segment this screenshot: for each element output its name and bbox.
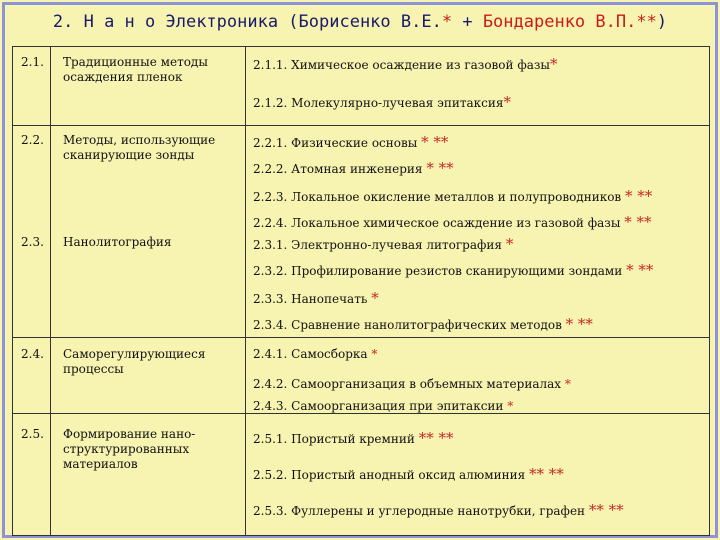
title-plus: + [452, 12, 483, 32]
item-stars: * ** [421, 133, 449, 151]
column-divider [245, 47, 246, 535]
topics-table [12, 46, 710, 536]
item-stars: * [505, 235, 514, 253]
item-text: 2.5.1. Пористый кремний [253, 432, 415, 446]
item-text: 2.1.2. Молекулярно-лучевая эпитаксия [253, 96, 504, 110]
item-text: 2.2.4. Локальное химическое осаждение из газовой фазы [253, 216, 621, 230]
column-divider [50, 47, 51, 535]
page-title [0, 12, 720, 32]
item-stars: * ** [625, 187, 653, 205]
item-stars: * ** [626, 261, 654, 279]
row-number: 2.1. [21, 55, 44, 69]
list-item [253, 467, 564, 483]
list-item [253, 189, 652, 205]
row-divider [13, 337, 709, 338]
title-star1: * [441, 12, 453, 32]
item-stars: * ** [426, 159, 454, 177]
list-item [253, 263, 653, 279]
row-label: Методы, использующие сканирующие зонды [63, 133, 216, 162]
item-stars: * [507, 399, 514, 413]
list-item [253, 317, 593, 333]
title-star2: ** [636, 12, 657, 32]
row-divider [13, 125, 709, 126]
row-label: Саморегулирующиеся процессы [63, 347, 206, 376]
item-text: 2.2.1. Физические основы [253, 136, 418, 150]
row-label: Нанолитография [63, 235, 172, 249]
row-label: Традиционные методы осаждения пленок [63, 55, 208, 84]
row-number: 2.2. [21, 133, 44, 147]
item-text: 2.3.4. Сравнение нанолитографических методов [253, 318, 562, 332]
list-item [253, 95, 511, 111]
title-prefix: 2. Н а н о Электроника (Борисенко В.Е. [52, 12, 442, 32]
title-suffix: ) [656, 12, 668, 32]
item-text: 2.3.3. Нанопечать [253, 292, 368, 306]
list-item [253, 215, 652, 231]
item-text: 2.4.3. Самоорганизация при эпитаксии [253, 399, 504, 413]
item-stars: * [371, 347, 378, 361]
list-item [253, 161, 454, 177]
item-text: 2.2.3. Локальное окисление металлов и полупроводников [253, 190, 622, 204]
item-stars: * [564, 377, 571, 391]
list-item [253, 377, 571, 392]
item-text: 2.2.2. Атомная инженерия [253, 162, 423, 176]
item-stars: * [503, 93, 511, 111]
item-text: 2.3.2. Профилирование резистов сканирующими зондами [253, 264, 623, 278]
row-number: 2.5. [21, 427, 44, 441]
row-label: Формирование нано-структурированных материалов [63, 427, 196, 471]
item-stars: * ** [624, 213, 652, 231]
item-stars: ** ** [588, 501, 624, 519]
list-item [253, 291, 379, 307]
list-item [253, 431, 453, 447]
list-item [253, 399, 513, 414]
item-text: 2.4.2. Самоорганизация в объемных материалах [253, 377, 562, 391]
list-item [253, 347, 377, 362]
item-text: 2.4.1. Самосборка [253, 347, 368, 361]
item-stars: * ** [565, 315, 593, 333]
row-number: 2.4. [21, 347, 44, 361]
item-text: 2.5.3. Фуллерены и углеродные нанотрубки, графен [253, 504, 586, 518]
list-item [253, 57, 557, 73]
item-stars: ** ** [528, 465, 564, 483]
row-number: 2.3. [21, 235, 44, 249]
item-text: 2.1.1. Химическое осаждение из газовой фазы [253, 58, 550, 72]
item-stars: * [371, 289, 379, 307]
item-stars: ** ** [418, 429, 454, 447]
list-item [253, 135, 448, 151]
title-name2: Бондаренко В.П. [482, 12, 637, 32]
item-text: 2.5.2. Пористый анодный оксид алюминия [253, 468, 526, 482]
list-item [253, 503, 624, 519]
list-item [253, 237, 513, 253]
item-stars: * [549, 55, 558, 73]
item-text: 2.3.1. Электронно-лучевая литография [253, 238, 502, 252]
